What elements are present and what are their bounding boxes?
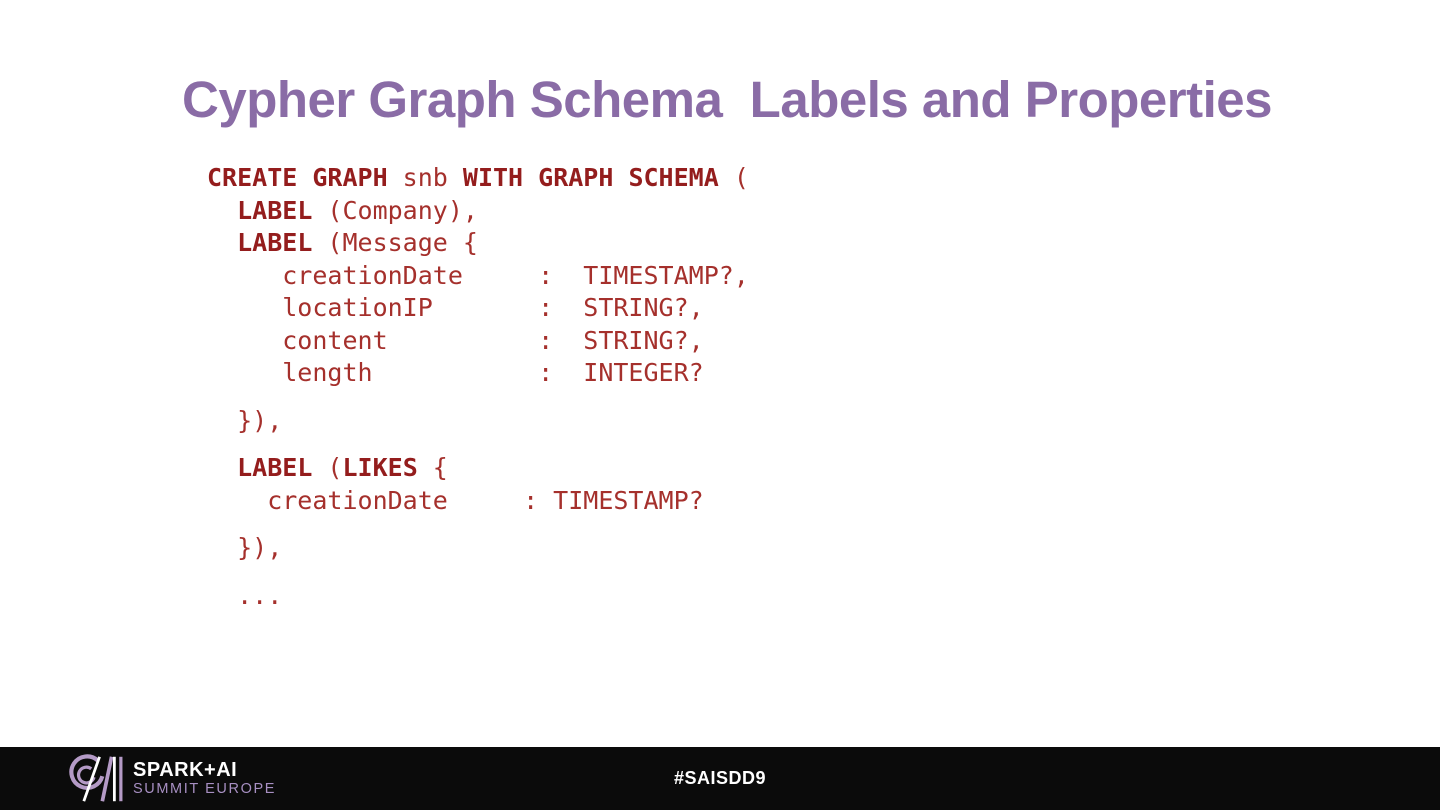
logo-subtitle: SUMMIT EUROPE (133, 780, 276, 797)
code-block (207, 162, 749, 612)
code-keyword: WITH GRAPH SCHEMA (462, 163, 719, 192)
code-spacer (207, 565, 749, 580)
code-line (207, 452, 749, 485)
code-line (207, 532, 749, 565)
code-text: ( (312, 453, 343, 482)
code-keyword: CREATE GRAPH (207, 163, 388, 192)
code-text: }), (207, 405, 283, 435)
code-text (207, 453, 237, 482)
code-text: content : STRING?, (207, 325, 704, 355)
code-text: (Message { (312, 228, 478, 257)
code-text: ... (207, 580, 283, 610)
footer-bar (0, 747, 1440, 810)
code-text: }), (207, 533, 283, 562)
code-line (207, 405, 749, 438)
code-line (207, 195, 749, 228)
code-line (207, 325, 749, 358)
code-text: creationDate : TIMESTAMP?, (207, 260, 749, 290)
code-keyword: LABEL (237, 195, 313, 225)
code-text: creationDate : TIMESTAMP? (207, 485, 704, 515)
code-text: (Company), (312, 195, 478, 225)
code-text (207, 228, 237, 257)
code-text: length : INTEGER? (207, 358, 704, 387)
code-line (207, 227, 749, 260)
code-spacer (207, 517, 749, 532)
code-spacer (207, 437, 749, 452)
code-line (207, 485, 749, 518)
code-line (207, 292, 749, 325)
code-keyword: LABEL (237, 228, 313, 257)
code-line (207, 162, 749, 195)
logo-title: SPARK+AI (133, 758, 238, 781)
code-spacer (207, 390, 749, 405)
code-keyword: LABEL (237, 453, 313, 482)
page-title: Cypher Graph Schema Labels and Properties (182, 71, 1273, 128)
code-line (207, 357, 749, 390)
code-line (207, 260, 749, 293)
code-line (207, 580, 749, 613)
code-text: locationIP : STRING?, (207, 293, 704, 322)
hashtag: #SAISDD9 (673, 768, 767, 788)
code-text: { (417, 453, 448, 482)
code-text: ( (718, 163, 749, 192)
code-keyword: LIKES (342, 453, 418, 482)
code-text (207, 196, 237, 225)
code-text: snb (387, 163, 463, 192)
